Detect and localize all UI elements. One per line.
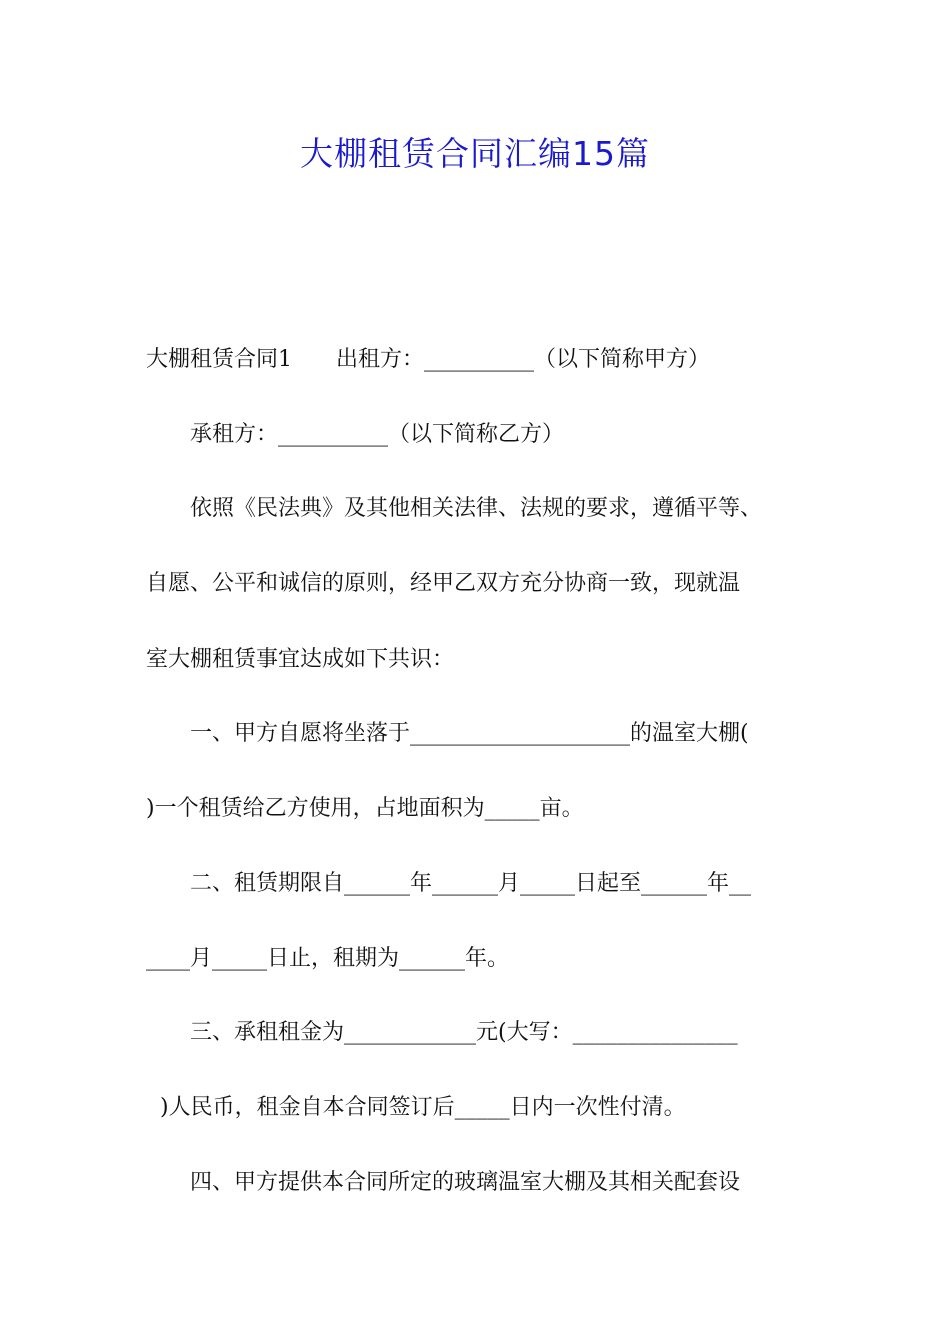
paragraph-line-5: 室大棚租赁事宜达成如下共识： bbox=[146, 647, 455, 672]
paragraph-line-1: 大棚租赁合同1 出租方：__________（以下简称甲方） bbox=[146, 347, 710, 372]
paragraph-line-3: 依照《民法典》及其他相关法律、法规的要求，遵循平等、 bbox=[146, 496, 763, 521]
paragraph-line-12: 四、甲方提供本合同所定的玻璃温室大棚及其相关配套设 bbox=[146, 1170, 741, 1195]
paragraph-line-10: 三、承租租金为____________元(大写：_______________ bbox=[146, 1020, 738, 1045]
paragraph-line-11: )人民币，租金自本合同签订后_____日内一次性付清。 bbox=[146, 1095, 686, 1120]
paragraph-line-9: ____月_____日止，租期为______年。 bbox=[146, 946, 510, 971]
paragraph-line-6: 一、甲方自愿将坐落于____________________的温室大棚( bbox=[146, 721, 749, 746]
paragraph-line-4: 自愿、公平和诚信的原则，经甲乙双方充分协商一致，现就温 bbox=[146, 571, 741, 596]
document-title: 大棚租赁合同汇编15篇 bbox=[300, 134, 650, 173]
paragraph-line-8: 二、租赁期限自______年______月_____日起至______年__ bbox=[146, 871, 752, 896]
paragraph-line-2: 承租方：__________（以下简称乙方） bbox=[146, 422, 565, 447]
paragraph-line-7: )一个租赁给乙方使用，占地面积为_____亩。 bbox=[146, 796, 584, 821]
